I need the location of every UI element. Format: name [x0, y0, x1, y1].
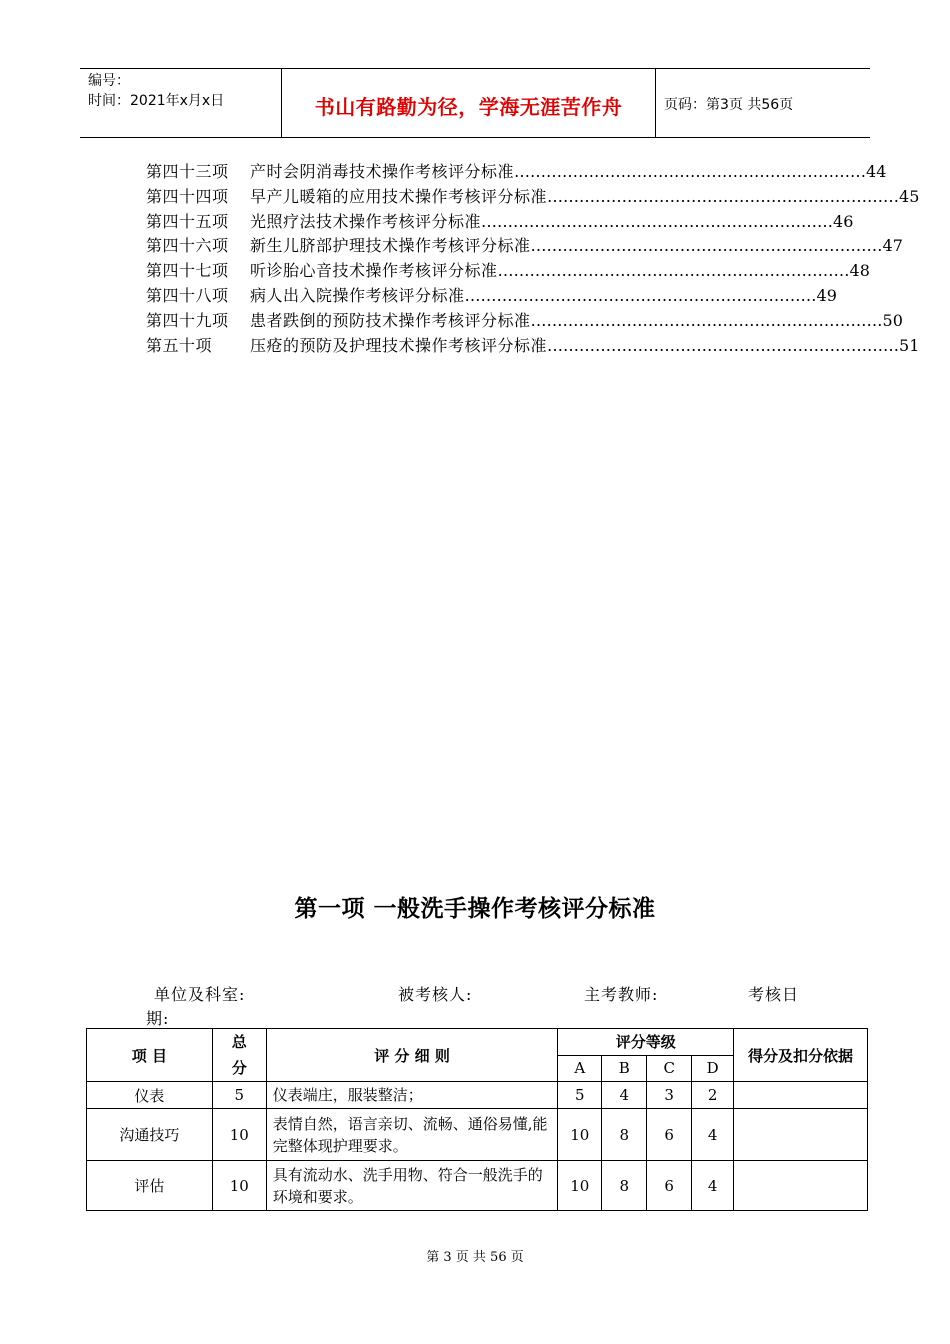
toc-entry-page: 45 — [899, 186, 920, 206]
toc-entry — [146, 234, 903, 259]
row-a: 10 — [558, 1161, 602, 1211]
grade-d: D — [692, 1055, 734, 1082]
time-label: 时间：2021年x月x日 — [88, 93, 225, 109]
toc-entry — [146, 160, 887, 185]
table-of-contents — [146, 160, 920, 358]
toc-entry-page: 48 — [849, 261, 870, 281]
toc-entry-title: 压疮的预防及护理技术操作考核评分标准 — [250, 335, 548, 355]
section-title: 第一项 一般洗手操作考核评分标准 — [294, 896, 656, 922]
toc-entry-page: 46 — [833, 211, 854, 231]
header-grade: 评分等级 — [558, 1029, 734, 1056]
scoring-table — [86, 1028, 868, 1211]
row-total: 10 — [212, 1109, 266, 1161]
toc-entry — [146, 334, 920, 359]
header-detail: 评 分 细 则 — [266, 1029, 558, 1082]
table-row — [87, 1109, 868, 1161]
toc-entry-title: 新生儿脐部护理技术操作考核评分标准 — [250, 236, 531, 256]
examinee-label: 被考核人: — [398, 985, 473, 1004]
row-b: 4 — [602, 1082, 647, 1109]
toc-entry-page: 50 — [882, 310, 903, 330]
toc-entry — [146, 309, 903, 334]
row-a: 10 — [558, 1109, 602, 1161]
header-page-info: 页码：第3页 共56页 — [664, 97, 794, 113]
row-b: 8 — [602, 1161, 647, 1211]
row-detail: 仪表端庄，服装整洁； — [266, 1082, 558, 1109]
row-detail: 具有流动水、洗手用物、符合一般洗手的环境和要求。 — [266, 1161, 558, 1211]
toc-entry-title: 光照疗法技术操作考核评分标准 — [250, 211, 482, 231]
toc-entry — [146, 185, 920, 210]
toc-entry-number: 第四十八项 — [146, 285, 229, 305]
row-c: 6 — [647, 1161, 692, 1211]
row-b: 8 — [602, 1109, 647, 1161]
grade-a: A — [558, 1055, 602, 1082]
toc-entry-number: 第四十四项 — [146, 186, 229, 206]
toc-entry-number: 第五十项 — [146, 335, 213, 355]
row-d: 2 — [692, 1082, 734, 1109]
row-total: 10 — [212, 1161, 266, 1211]
toc-entry-title: 患者跌倒的预防技术操作考核评分标准 — [250, 310, 531, 330]
toc-entry-page: 47 — [882, 236, 903, 256]
exam-date-label: 考核日 — [748, 985, 800, 1004]
toc-leader-dots: ………………………………………………………… — [547, 335, 900, 355]
row-item: 沟通技巧 — [87, 1109, 213, 1161]
toc-leader-dots: ………………………………………………………… — [547, 186, 900, 206]
header-score: 得分及扣分依据 — [734, 1029, 868, 1082]
grade-c: C — [647, 1055, 692, 1082]
toc-entry — [146, 259, 870, 284]
header-item: 项 目 — [87, 1029, 213, 1082]
page-footer: 第 3 页 共 56 页 — [426, 1250, 524, 1265]
header-total — [212, 1029, 266, 1082]
row-a: 5 — [558, 1082, 602, 1109]
row-d: 4 — [692, 1109, 734, 1161]
exam-date-label-cont: 期: — [146, 1009, 170, 1028]
header-total-a: 总 — [231, 1033, 247, 1051]
row-total: 5 — [212, 1082, 266, 1109]
table-row — [87, 1161, 868, 1211]
row-item: 评估 — [87, 1161, 213, 1211]
toc-entry — [146, 284, 837, 309]
number-label: 编号： — [88, 73, 130, 89]
toc-entry-number: 第四十六项 — [146, 236, 229, 256]
toc-entry-title: 产时会阴消毒技术操作考核评分标准 — [250, 162, 515, 181]
header-meta — [88, 71, 224, 111]
toc-entry-page: 51 — [899, 335, 920, 355]
row-c: 3 — [647, 1082, 692, 1109]
table-row — [87, 1082, 868, 1109]
row-score — [734, 1109, 868, 1161]
header-total-b: 分 — [231, 1059, 247, 1077]
unit-label: 单位及科室: — [154, 985, 246, 1004]
toc-leader-dots: ………………………………………………………… — [514, 162, 867, 181]
header-motto: 书山有路勤为径，学海无涯苦作舟 — [314, 95, 623, 119]
toc-entry-number: 第四十三项 — [146, 162, 229, 181]
grade-b: B — [602, 1055, 647, 1082]
toc-leader-dots: ………………………………………………………… — [481, 211, 834, 231]
row-item: 仪表 — [87, 1082, 213, 1109]
page-header — [80, 68, 870, 138]
row-c: 6 — [647, 1109, 692, 1161]
row-d: 4 — [692, 1161, 734, 1211]
toc-entry — [146, 210, 854, 235]
row-score — [734, 1082, 868, 1109]
toc-entry-title: 病人出入院操作考核评分标准 — [250, 285, 465, 305]
header-divider — [655, 69, 656, 137]
toc-entry-number: 第四十七项 — [146, 261, 229, 281]
toc-leader-dots: ………………………………………………………… — [530, 310, 883, 330]
toc-leader-dots: ………………………………………………………… — [464, 285, 817, 305]
row-detail: 表情自然，语言亲切、流畅、通俗易懂,能完整体现护理要求。 — [266, 1109, 558, 1161]
toc-leader-dots: ………………………………………………………… — [497, 261, 850, 281]
toc-entry-number: 第四十五项 — [146, 211, 229, 231]
toc-entry-title: 听诊胎心音技术操作考核评分标准 — [250, 261, 498, 281]
toc-entry-page: 44 — [866, 162, 887, 181]
toc-entry-page: 49 — [816, 285, 837, 305]
row-score — [734, 1161, 868, 1211]
toc-entry-number: 第四十九项 — [146, 310, 229, 330]
toc-leader-dots: ………………………………………………………… — [530, 236, 883, 256]
examiner-label: 主考教师: — [584, 985, 659, 1004]
toc-entry-title: 早产儿暖箱的应用技术操作考核评分标准 — [250, 186, 548, 206]
